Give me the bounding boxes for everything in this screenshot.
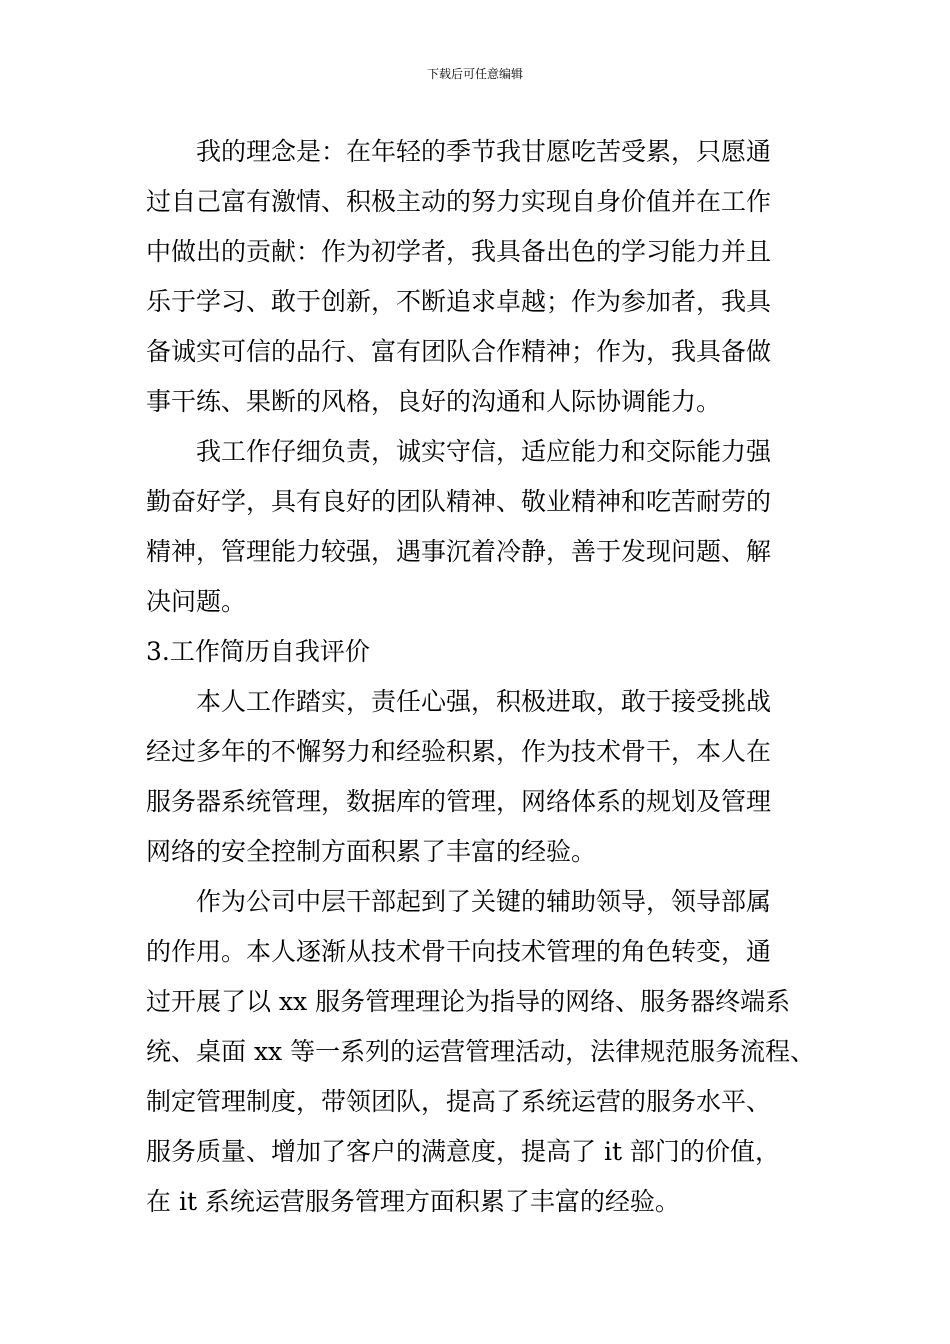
paragraph-line: 我的理念是：在年轻的季节我甘愿吃苦受累，只愿通 — [196, 137, 772, 166]
paragraph-line: 统、桌面 xx 等一系列的运营管理活动，法律规范服务流程、 — [146, 1037, 816, 1066]
paragraph-line: 中做出的贡献：作为初学者，我具备出色的学习能力并且 — [146, 237, 772, 266]
paragraph-line: 经过多年的不懈努力和经验积累，作为技术骨干，本人在 — [146, 737, 772, 766]
paragraph-line: 决问题。 — [146, 587, 247, 616]
paragraph-line: 勤奋好学，具有良好的团队精神、敬业精神和吃苦耐劳的 — [146, 487, 772, 516]
paragraph-line: 在 it 系统运营服务管理方面积累了丰富的经验。 — [146, 1187, 680, 1216]
paragraph-line: 乐于学习、敢于创新，不断追求卓越；作为参加者，我具 — [146, 287, 772, 316]
body-text — [146, 127, 826, 1227]
paragraph-line: 服务器系统管理，数据库的管理，网络体系的规划及管理 — [146, 787, 772, 816]
paragraph-line: 过自己富有激情、积极主动的努力实现自身价值并在工作 — [146, 187, 772, 216]
paragraph-line: 备诚实可信的品行、富有团队合作精神；作为，我具备做 — [146, 337, 772, 366]
paragraph-line: 服务质量、增加了客户的满意度，提高了 it 部门的价值， — [146, 1137, 780, 1166]
section-heading: 3.工作简历自我评价 — [146, 637, 370, 666]
paragraph-line: 精神，管理能力较强，遇事沉着冷静，善于发现问题、解 — [146, 537, 772, 566]
paragraph-line: 本人工作踏实，责任心强，积极进取，敢于接受挑战 — [196, 687, 772, 716]
paragraph-line: 的作用。本人逐渐从技术骨干向技术管理的角色转变，通 — [146, 937, 772, 966]
paragraph-line: 事干练、果断的风格，良好的沟通和人际协调能力。 — [146, 387, 722, 416]
page-header: 下载后可任意编辑 — [426, 67, 523, 81]
paragraph-line: 制定管理制度，带领团队，提高了系统运营的服务水平、 — [146, 1087, 772, 1116]
paragraph-line: 过开展了以 xx 服务管理理论为指导的网络、服务器终端系 — [146, 987, 791, 1016]
paragraph-line: 作为公司中层干部起到了关键的辅助领导，领导部属 — [196, 887, 772, 916]
paragraph-line: 网络的安全控制方面积累了丰富的经验。 — [146, 837, 597, 866]
paragraph-line: 我工作仔细负责，诚实守信，适应能力和交际能力强 — [196, 437, 772, 466]
